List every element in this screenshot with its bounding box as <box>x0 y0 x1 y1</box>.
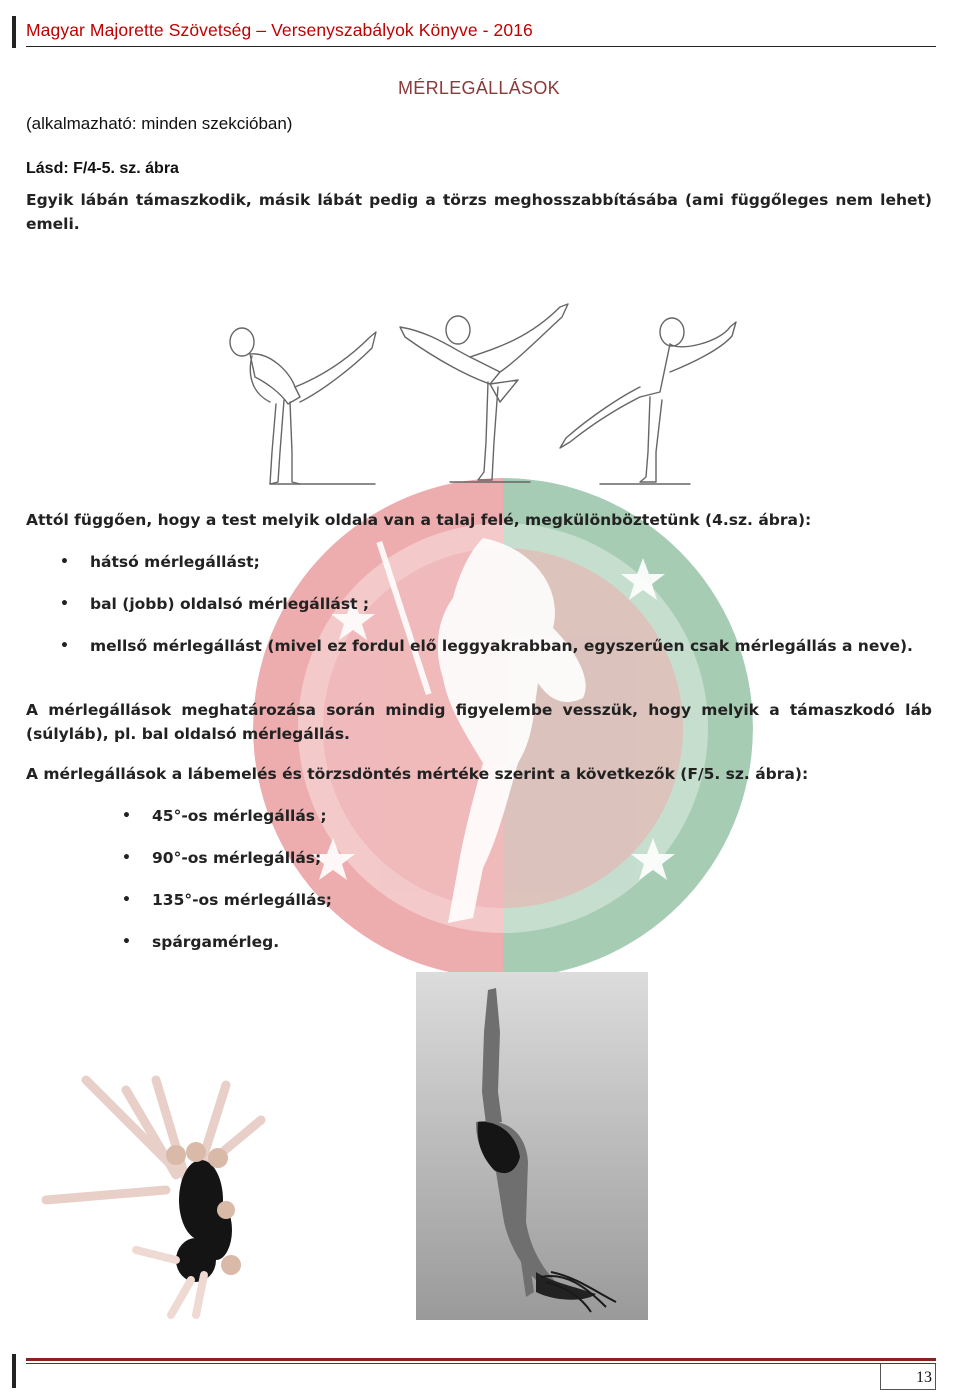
list-item <box>122 804 722 828</box>
list-item <box>60 592 932 616</box>
side-types-list <box>60 550 932 676</box>
bullet-icon: • <box>122 850 131 866</box>
bullet-icon: • <box>60 596 69 612</box>
bullet-icon: • <box>60 638 69 654</box>
figure-front-balance <box>560 318 736 484</box>
footer-left-bar <box>12 1354 16 1388</box>
degree-types-list <box>122 804 722 972</box>
figure-reference: Lásd: F/4-5. sz. ábra <box>26 160 179 177</box>
bullet-icon: • <box>122 892 131 908</box>
list-item-text: hátsó mérlegállást; <box>90 553 260 571</box>
bullet-icon: • <box>60 554 69 570</box>
degrees-paragraph: A mérlegállások a lábemelés és törzsdöntés mértéke szerint a következők (F/5. sz. ábra): <box>26 765 809 783</box>
footer-rule <box>26 1358 936 1361</box>
list-item-text: spárgamérleg. <box>152 933 280 951</box>
list-item <box>60 634 932 658</box>
list-item <box>122 846 722 870</box>
list-item-text: 90°-os mérlegállás; <box>152 849 322 867</box>
list-item <box>122 888 722 912</box>
footer-rule-thin <box>26 1363 936 1364</box>
list-item-text: mellső mérlegállást (mivel ez fordul elő leggyakrabban, egyszerűen csak mérlegállás a neve). <box>90 637 913 655</box>
list-item-text: bal (jobb) oldalsó mérlegállást ; <box>90 595 370 613</box>
section-title: MÉRLEGÁLLÁSOK <box>398 78 560 98</box>
page-number: 13 <box>916 1369 932 1386</box>
list-item-text: 45°-os mérlegállás ; <box>152 807 327 825</box>
header-left-bar <box>12 16 16 48</box>
bullet-icon: • <box>122 808 131 824</box>
bullet-icon: • <box>122 934 131 950</box>
distinction-paragraph: Attól függően, hogy a test melyik oldala van a talaj felé, megkülönböztetünk (4.sz. ábra): <box>26 511 812 529</box>
balance-figures-illustration <box>200 292 760 492</box>
running-header-title: Magyar Majorette Szövetség – Versenyszabályok Könyve - 2016 <box>26 20 533 40</box>
determination-paragraph: A mérlegállások meghatározása során mindig figyelembe vesszük, hogy melyik a támaszkodó láb (súlyláb), pl. bal oldalsó mérlegállás. <box>26 701 932 743</box>
header-rule <box>26 46 936 47</box>
figure-rear-balance <box>230 328 376 484</box>
list-item <box>60 550 932 574</box>
dancer-split-photo <box>416 972 648 1320</box>
list-item-text: 135°-os mérlegállás; <box>152 891 333 909</box>
figure-side-balance <box>400 304 568 482</box>
list-item <box>122 930 722 954</box>
ballet-sequence-photo <box>26 1060 276 1322</box>
definition-paragraph: Egyik lábán támaszkodik, másik lábát pedig a törzs meghosszabbításába (ami függőleges nem lehet) emeli. <box>26 191 932 233</box>
applicability-note: (alkalmazható: minden szekcióban) <box>26 114 293 133</box>
